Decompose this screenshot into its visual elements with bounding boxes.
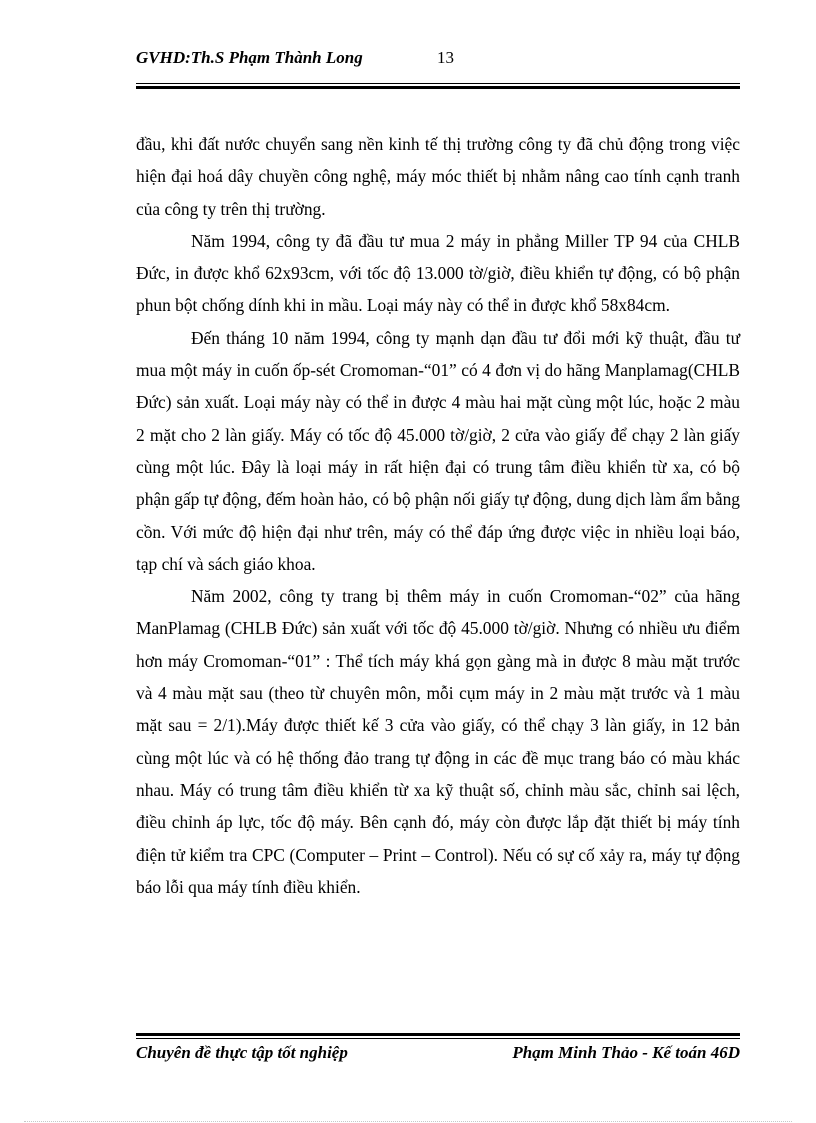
- paragraph: Đến tháng 10 năm 1994, công ty mạnh dạn đầu tư đổi mới kỹ thuật, đầu tư mua một máy in cuốn ốp-sét Cromoman-“01” có 4 đơn vị do hãng Manplamag(CHLB Đức) sản xuất. Loại máy này có thể in được 4 màu hai mặt cùng một lúc, hoặc 2 màu 2 mặt cho 2 làn giấy. Máy có tốc độ 45.000 tờ/giờ, 2 cửa vào giấy để chạy 2 làn giấy cùng một lúc. Đây là loại máy in rất hiện đại có trung tâm điều khiển từ xa, có bộ phận gấp tự động, đếm hoàn hảo, có bộ phận nối giấy tự động, dung dịch làm ẩm bằng cồn. Với mức độ hiện đại như trên, máy có thể đáp ứng được việc in nhiều loại báo, tạp chí và sách giáo khoa.: [136, 327, 740, 574]
- footer-author: Phạm Minh Thảo - Kế toán 46D: [512, 1043, 740, 1062]
- page-edge-divider: [24, 1121, 792, 1122]
- header-author: GVHD:Th.S Phạm Thành Long: [136, 48, 363, 67]
- page-footer: [136, 1043, 740, 1069]
- document-body: [136, 128, 740, 903]
- page-number: 13: [437, 48, 454, 67]
- paragraph: Năm 1994, công ty đã đầu tư mua 2 máy in phẳng Miller TP 94 của CHLB Đức, in được khổ 62x93cm, với tốc độ 13.000 tờ/giờ, điều khiển tự động, có bộ phận phun bột chống dính khi in mầu. Loại máy này có thể in được khổ 58x84cm.: [136, 230, 740, 316]
- footer-title: Chuyên đề thực tập tốt nghiệp: [136, 1043, 348, 1062]
- footer-rule: [136, 1033, 740, 1039]
- paragraph: Năm 2002, công ty trang bị thêm máy in cuốn Cromoman-“02” của hãng ManPlamag (CHLB Đức) sản xuất với tốc độ 45.000 tờ/giờ. Nhưng có nhiều ưu điểm hơn máy Cromoman-“01” : Thể tích máy khá gọn gàng mà in được 8 màu mặt trước và 4 màu mặt sau (theo từ chuyên môn, mỗi cụm máy in 2 màu mặt trước và 1 màu mặt sau = 2/1).Máy được thiết kế 3 cửa vào giấy, có thể chạy 3 làn giấy, in 12 bản cùng một lúc và có hệ thống đảo trang tự động in các đề mục trang báo có màu khác nhau. Máy có trung tâm điều khiển từ xa kỹ thuật số, chỉnh màu sắc, chỉnh sai lệch, điều chỉnh áp lực, tốc độ máy. Bên cạnh đó, máy còn được lắp đặt thiết bị máy tính điện tử kiểm tra CPC (Computer – Print – Control). Nếu có sự cố xảy ra, máy tự động báo lỗi qua máy tính điều khiển.: [136, 586, 740, 897]
- paragraph: đầu, khi đất nước chuyển sang nền kinh tế thị trường công ty đã chủ động trong việc hiện đại hoá dây chuyền công nghệ, máy móc thiết bị nhằm nâng cao tính cạnh tranh của công ty trên thị trường.: [136, 134, 740, 219]
- header-rule: [136, 83, 740, 89]
- page-header: [136, 48, 740, 74]
